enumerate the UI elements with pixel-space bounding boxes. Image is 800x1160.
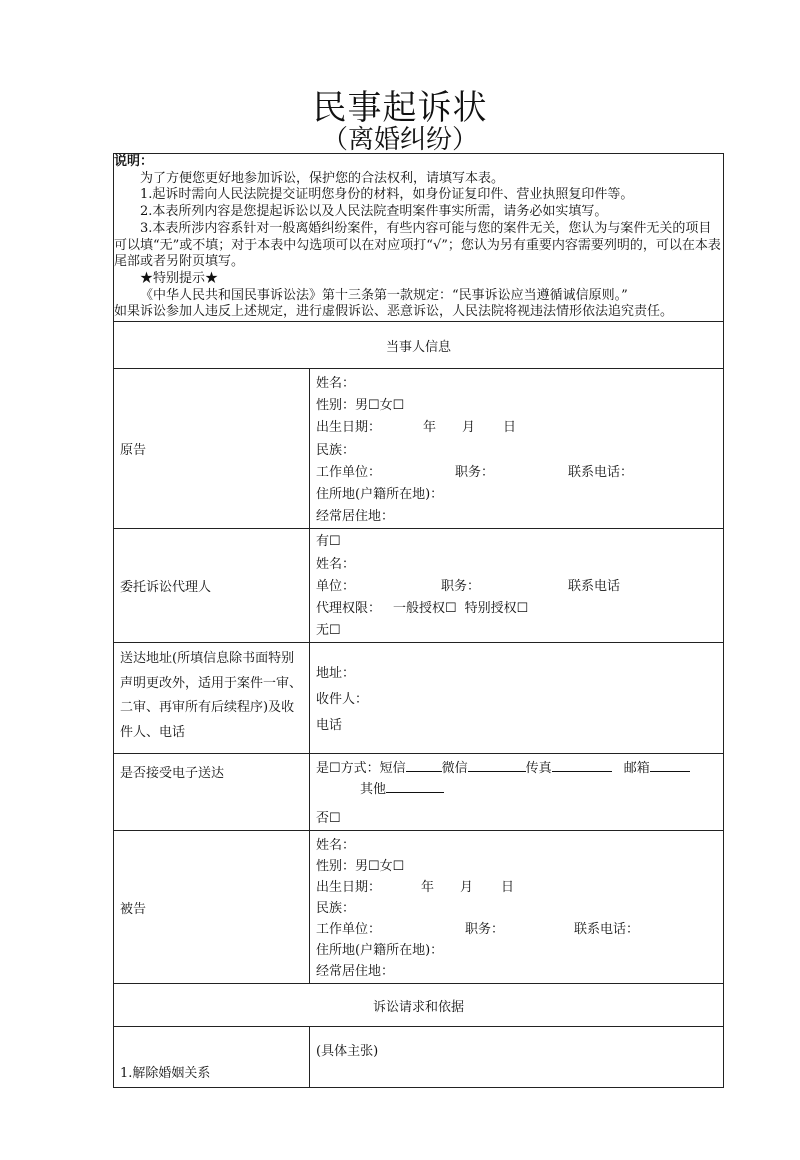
defendant-work-field[interactable]: 工作单位： [316,922,382,938]
claims-section-row [114,984,724,1027]
service-recipient-field[interactable]: 收件人： [316,692,369,708]
agent-none-checkbox[interactable]: 无☐ [316,623,341,639]
agent-general-checkbox[interactable]: 一般授权☐ [393,601,457,617]
agent-fields [310,529,724,643]
defendant-row [114,831,724,984]
electronic-wechat-label: 微信 [441,761,468,777]
defendant-label: 被告 [114,831,310,984]
agent-has-checkbox[interactable]: 有☐ [316,534,341,550]
electronic-yes-sms-checkbox[interactable]: 是☐方式：短信 [316,761,406,777]
defendant-domicile-field[interactable]: 住所地(户籍所在地)： [316,943,444,959]
plaintiff-domicile-field[interactable]: 住所地(户籍所在地)： [316,487,444,503]
service-address-fields [310,643,724,754]
electronic-no-checkbox[interactable]: 否☐ [316,811,341,827]
plaintiff-birth-label: 出生日期： [316,420,382,436]
agent-authority-label: 代理权限： [316,601,382,617]
section-title-parties: 当事人信息 [114,322,724,369]
parties-section-row [114,322,724,369]
agent-authority-row [316,598,717,620]
electronic-email-label: 邮箱 [623,761,650,777]
agent-unit-row [316,576,717,598]
notes-box [114,154,724,322]
defendant-residence-field[interactable]: 经常居住地： [316,964,395,980]
notes-heading: 说明： [114,154,154,169]
complaint-form-table [113,153,724,1088]
electronic-service-row [114,754,724,831]
agent-phone-field[interactable]: 联系电话 [568,578,621,594]
electronic-service-fields [310,754,724,831]
defendant-birth-label: 出生日期： [316,880,382,896]
service-address-field[interactable]: 地址： [316,666,356,682]
defendant-phone-field[interactable]: 联系电话： [574,922,640,938]
section-title-claims: 诉讼请求和依据 [114,984,724,1027]
wechat-blank[interactable] [468,759,526,772]
plaintiff-work-field[interactable]: 工作单位： [316,464,382,480]
plaintiff-fields [310,369,724,529]
notes-item-2: 2.本表所列内容是您提起诉讼以及人民法院查明案件事实所需，请务必如实填写。 [140,204,608,220]
agent-row [114,529,724,643]
defendant-work-row [316,919,717,940]
agent-unit-field[interactable]: 单位： [316,578,356,594]
service-address-row [114,643,724,754]
claim-1-row [114,1027,724,1088]
plaintiff-work-row [316,462,717,484]
service-phone-field[interactable]: 电话 [316,718,343,734]
electronic-service-label: 是否接受电子送达 [114,754,310,831]
special-notice-heading: ★特别提示★ [140,270,219,286]
defendant-position-field[interactable]: 职务： [465,922,505,938]
electronic-other-label: 其他 [360,782,387,798]
special-notice-1: 《中华人民共和国民事诉讼法》第十三条第一款规定：“民事诉讼应当遵循诚信原则。” [140,287,628,303]
notes-intro: 为了方便您更好地参加诉讼，保护您的合法权利，请填写本表。 [140,170,505,186]
sms-blank[interactable] [406,759,442,772]
document-title: 民事起诉状 [312,88,488,128]
service-address-label: 送达地址(所填信息除书面特别声明更改外，适用于案件一审、二审、再审所有后续程序)及收件人、电话 [114,643,310,754]
fax-blank[interactable] [552,759,612,772]
defendant-name-field[interactable]: 姓名： [316,838,356,854]
plaintiff-birth-day: 日 [503,420,517,436]
claim-1-label: 1.解除婚姻关系 [114,1027,310,1088]
notes-item-1: 1.起诉时需向人民法院提交证明您身份的材料，如身份证复印件、营业执照复印件等。 [140,187,634,203]
plaintiff-birth-field[interactable] [316,417,717,439]
plaintiff-name-field[interactable]: 姓名： [316,376,356,392]
claim-1-field[interactable]: (具体主张) [310,1027,724,1088]
notes-item-3: 3.本表所涉内容系针对一般离婚纠纷案件，有些内容可能与您的案件无关，您认为与案件无关的项目可以填“无”或不填；对于本表中勾选项可以在对应项打“√”；您认为另有重要内容需要列明的，可以在本表尾部或者另附页填写。 [114,220,721,270]
email-blank[interactable] [650,759,690,772]
plaintiff-birth-month: 月 [462,420,476,436]
plaintiff-phone-field[interactable]: 联系电话： [568,464,634,480]
plaintiff-position-field[interactable]: 职务： [455,464,495,480]
electronic-fax-label: 传真 [525,761,552,777]
agent-label: 委托诉讼代理人 [114,529,310,643]
plaintiff-residence-field[interactable]: 经常居住地： [316,509,395,525]
defendant-gender-field[interactable]: 性别：男☐女☐ [316,859,405,875]
agent-name-field[interactable]: 姓名： [316,556,356,572]
plaintiff-row [114,369,724,529]
other-blank[interactable] [386,780,444,793]
defendant-birth-day: 日 [501,880,515,896]
plaintiff-birth-year: 年 [423,420,437,436]
document-subtitle: （离婚纠纷） [321,125,478,155]
agent-special-checkbox[interactable]: 特别授权☐ [464,601,529,617]
special-notice-2: 如果诉讼参加人违反上述规定，进行虚假诉讼、恶意诉讼，人民法院将视违法情形依法追究责任。 [114,304,674,320]
agent-position-field[interactable]: 职务： [441,578,481,594]
plaintiff-label: 原告 [114,369,310,529]
defendant-birth-field[interactable] [316,877,717,898]
electronic-yes-row [316,758,717,779]
plaintiff-gender-field[interactable]: 性别：男☐女☐ [316,398,405,414]
defendant-ethnicity-field[interactable]: 民族： [316,901,356,917]
electronic-other-row [316,779,717,800]
defendant-birth-year: 年 [421,880,435,896]
defendant-fields [310,831,724,984]
plaintiff-ethnicity-field[interactable]: 民族： [316,442,356,458]
defendant-birth-month: 月 [460,880,474,896]
notes-row [114,154,724,322]
